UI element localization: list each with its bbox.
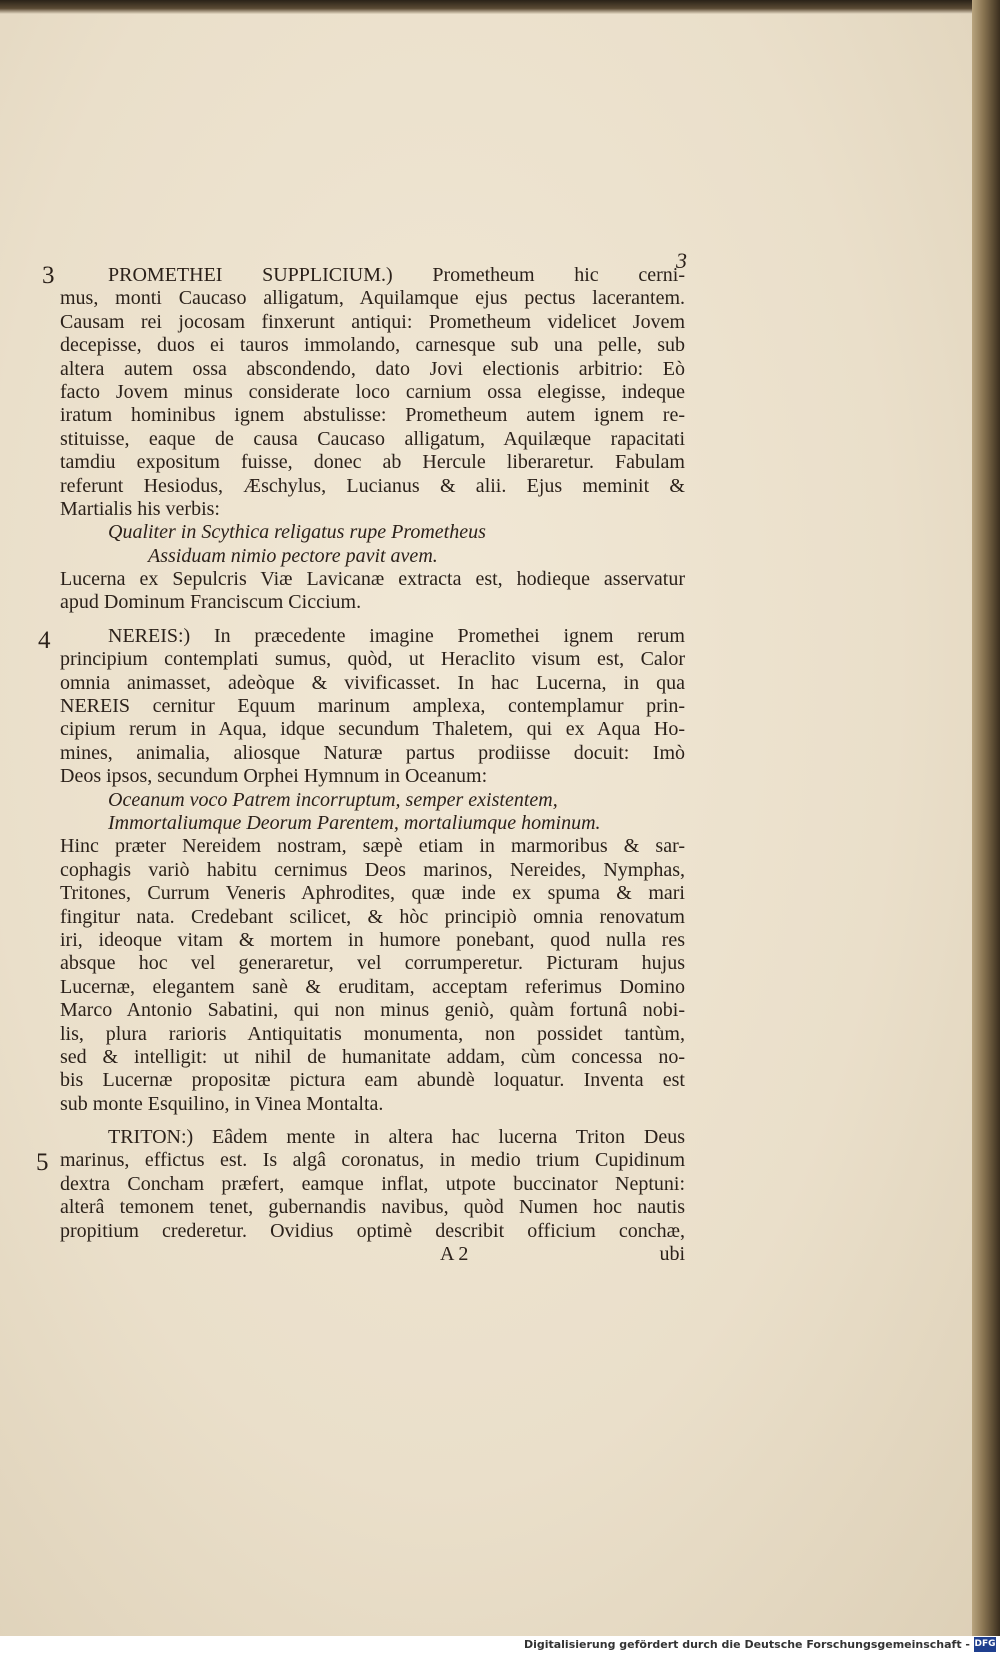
text-line: stituisse, eaque de causa Caucaso alligatum, Aquilæque rapacitati <box>60 427 685 450</box>
page-binding-edge <box>972 0 1000 1636</box>
verse-line: Assiduam nimio pectore pavit avem. <box>148 544 438 567</box>
text-line: lis, plura rarioris Antiquitatis monumenta, non possidet tantùm, <box>60 1022 685 1045</box>
text-line: iratum hominibus ignem abstulisse: Prometheum autem ignem re- <box>60 404 685 427</box>
signature-mark: A 2 <box>440 1243 469 1266</box>
page-number: 3 <box>676 248 687 273</box>
text-line: Marco Antonio Sabatini, qui non minus geniò, quàm fortunâ nobi- <box>60 999 685 1022</box>
section-gap <box>60 1116 685 1126</box>
section-triton <box>60 1126 685 1243</box>
verse-line: Immortaliumque Deorum Parentem, mortaliumque hominum. <box>108 811 601 834</box>
text-line: cophagis variò habitu cernimus Deos marinos, Nereides, Nymphas, <box>60 858 685 881</box>
text-line: apud Dominum Franciscum Ciccium. <box>60 591 362 614</box>
section-gap <box>60 615 685 625</box>
verse-line: Qualiter in Scythica religatus rupe Prometheus <box>108 521 486 544</box>
text-line: PROMETHEI SUPPLICIUM.) Prometheum hic cerni- <box>108 264 685 286</box>
section-prometheus <box>60 264 685 615</box>
text-line: iri, ideoque vitam & mortem in humore ponebant, quod nulla res <box>60 928 685 951</box>
digitization-footer <box>0 1636 1000 1655</box>
text-line: dextra Concham præfert, eamque inflat, utpote buccinator Neptuni: <box>60 1172 685 1195</box>
text-line: facto Jovem minus considerate loco carnium ossa elegisse, indeque <box>60 380 685 403</box>
section-nereis <box>60 625 685 1116</box>
text-line: tamdiu expositum fuisse, donec ab Hercule liberaretur. Fabulam <box>60 451 685 474</box>
text-line: Deos ipsos, secundum Orphei Hymnum in Oceanum: <box>60 765 488 788</box>
text-line: decepisse, duos ei tauros immolando, carnesque sub una pelle, sub <box>60 334 685 357</box>
text-line: Lucernæ, elegantem sanè & eruditam, acceptam referimus Domino <box>60 975 685 998</box>
text-line: NEREIS cernitur Equum marinum amplexa, contemplamur prin- <box>60 695 685 718</box>
funding-credit: Digitalisierung gefördert durch die Deutsche Forschungsgemeinschaft - <box>523 1638 970 1651</box>
section-number-3: 3 <box>42 262 55 289</box>
text-line: bis Lucernæ propositæ pictura eam abundè loquatur. Inventa est <box>60 1069 685 1092</box>
text-line: NEREIS:) In præcedente imagine Promethei ignem rerum <box>108 624 685 647</box>
text-line: mines, animalia, aliosque Naturæ partus prodiisse docuit: Imò <box>60 741 685 764</box>
text-line: omnia animasset, adeòque & vivificasset. In hac Lucerna, in qua <box>60 671 685 694</box>
text-line: Hinc præter Nereidem nostram, sæpè etiam in marmoribus & sar- <box>60 835 685 858</box>
text-line: alterâ temonem tenet, gubernandis navibus, quòd Numen hoc nautis <box>60 1196 685 1219</box>
text-line: principium contemplati sumus, quòd, ut Heraclito visum est, Calor <box>60 648 685 671</box>
section-number-4: 4 <box>38 627 51 654</box>
main-text <box>60 264 685 1266</box>
text-line: Martialis his verbis: <box>60 497 220 520</box>
text-line: sub monte Esquilino, in Vinea Montalta. <box>60 1092 384 1115</box>
section-number-5: 5 <box>36 1149 49 1176</box>
verse-line: Oceanum voco Patrem incorruptum, semper existentem, <box>108 788 558 811</box>
text-line: propitium crederetur. Ovidius optimè describit officium conchæ, <box>60 1219 685 1242</box>
text-line: absque hoc vel generaretur, vel corrumperetur. Picturam hujus <box>60 952 685 975</box>
text-line: marinus, effictus est. Is algâ coronatus, in medio trium Cupidinum <box>60 1149 685 1172</box>
page-foot <box>60 1243 685 1266</box>
dfg-logo-icon: DFG <box>974 1637 996 1652</box>
text-line: Tritones, Currum Veneris Aphrodites, quæ inde ex spuma & mari <box>60 882 685 905</box>
catchword: ubi <box>659 1243 685 1266</box>
page-top-edge <box>0 0 1000 14</box>
text-line: fingitur nata. Credebant scilicet, & hòc principiò omnia renovatum <box>60 905 685 928</box>
text-line: altera autem ossa abscondendo, dato Jovi electionis arbitrio: Eò <box>60 357 685 380</box>
text-line: sed & intelligit: ut nihil de humanitate addam, cùm concessa no- <box>60 1045 685 1068</box>
text-line: Causam rei jocosam finxerunt antiqui: Prometheum videlicet Jovem <box>60 310 685 333</box>
text-line: mus, monti Caucaso alligatum, Aquilamque ejus pectus lacerantem. <box>60 287 685 310</box>
text-line: cipium rerum in Aqua, idque secundum Thaletem, qui ex Aqua Ho- <box>60 718 685 741</box>
text-line: referunt Hesiodus, Æschylus, Lucianus & alii. Ejus meminit & <box>60 474 685 497</box>
text-line: TRITON:) Eâdem mente in altera hac lucerna Triton Deus <box>108 1126 685 1149</box>
text-line: Lucerna ex Sepulcris Viæ Lavicanæ extracta est, hodieque asservatur <box>60 568 685 591</box>
